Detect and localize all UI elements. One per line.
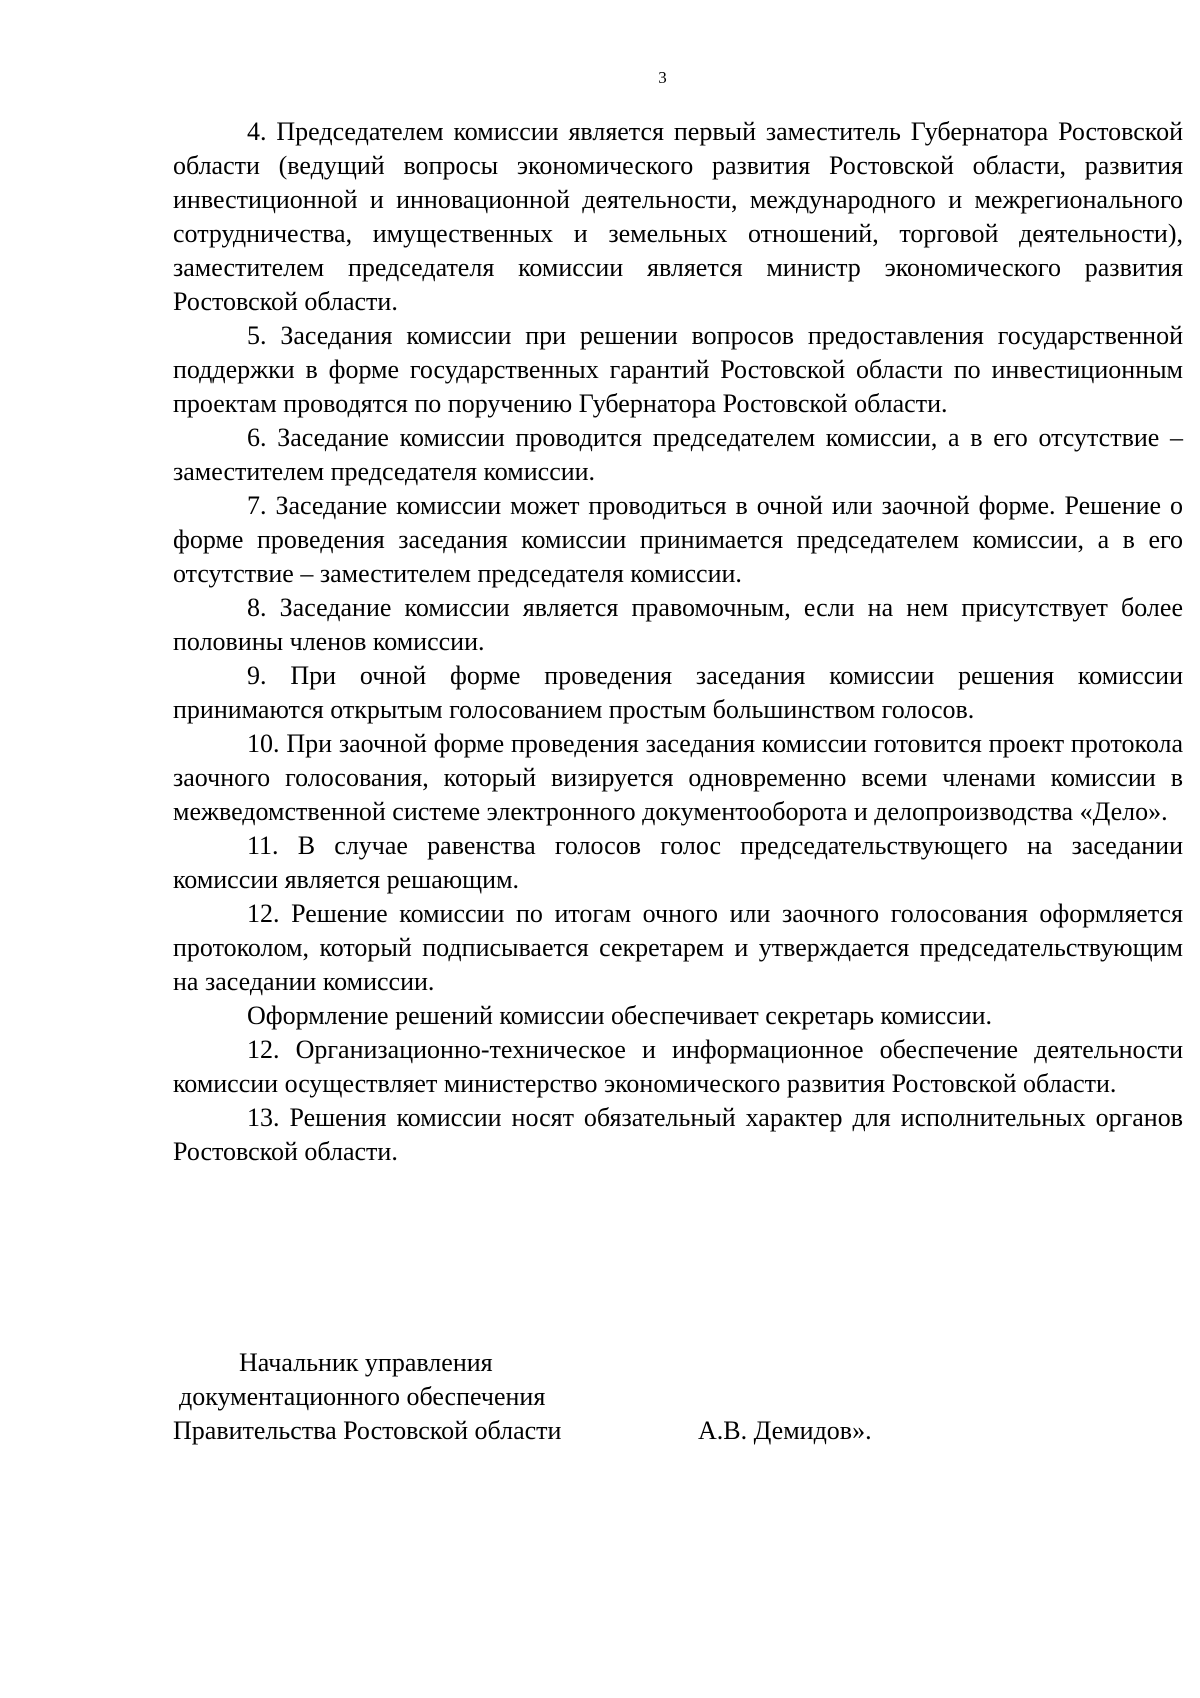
signature-block xyxy=(173,1346,1183,1448)
paragraph-12-support: 12. Организационно-техническое и информационное обеспечение деятельности комиссии осуществляет министерство экономического развития Ростовской области. xyxy=(173,1035,1183,1098)
paragraph-12: 12. Решение комиссии по итогам очного или заочного голосования оформляется протоколом, который подписывается секретарем и утверждается председательствующим на заседании комиссии. xyxy=(173,899,1183,996)
paragraph-secretary: Оформление решений комиссии обеспечивает секретарь комиссии. xyxy=(247,1001,993,1030)
paragraph-7: 7. Заседание комиссии может проводиться в очной или заочной форме. Решение о форме проведения заседания комиссии принимается председателем комиссии, а в его отсутствие – заместителем председателя комиссии. xyxy=(173,491,1183,588)
document-body xyxy=(173,115,1183,1169)
paragraph-10: 10. При заочной форме проведения заседания комиссии готовится проект протокола заочного голосования, который визируется одновременно всеми членами комиссии в межведомственной системе электронного документооборота и делопроизводства «Дело». xyxy=(173,729,1183,826)
paragraph-8: 8. Заседание комиссии является правомочным, если на нем присутствует более половины членов комиссии. xyxy=(173,593,1183,656)
signature-title-line2: документационного обеспечения xyxy=(179,1382,546,1411)
page-number: 3 xyxy=(658,68,667,87)
paragraph-9: 9. При очной форме проведения заседания комиссии решения комиссии принимаются открытым голосованием простым большинством голосов. xyxy=(173,661,1183,724)
signatory-name: А.В. Демидов». xyxy=(698,1416,872,1445)
paragraph-5: 5. Заседания комиссии при решении вопросов предоставления государственной поддержки в форме государственных гарантий Ростовской области по инвестиционным проектам проводятся по поручению Губернатора Ростовской области. xyxy=(173,321,1183,418)
signature-title-line1: Начальник управления xyxy=(239,1348,493,1377)
paragraph-6: 6. Заседание комиссии проводится председателем комиссии, а в его отсутствие – заместителем председателя комиссии. xyxy=(173,423,1183,486)
paragraph-11: 11. В случае равенства голосов голос председательствующего на заседании комиссии является решающим. xyxy=(173,831,1183,894)
paragraph-13: 13. Решения комиссии носят обязательный характер для исполнительных органов Ростовской области. xyxy=(173,1103,1183,1166)
signature-title-line3: Правительства Ростовской области xyxy=(173,1416,562,1445)
signature-row xyxy=(173,1414,1183,1448)
paragraph-4: 4. Председателем комиссии является первый заместитель Губернатора Ростовской области (ведущий вопросы экономического развития Ростовской области, развития инвестиционной и инновационной деятельности, международного и межрегионального сотрудничества, имущественных и земельных отношений, торговой деятельности), заместителем председателя комиссии является министр экономического развития Ростовской области. xyxy=(173,117,1183,316)
